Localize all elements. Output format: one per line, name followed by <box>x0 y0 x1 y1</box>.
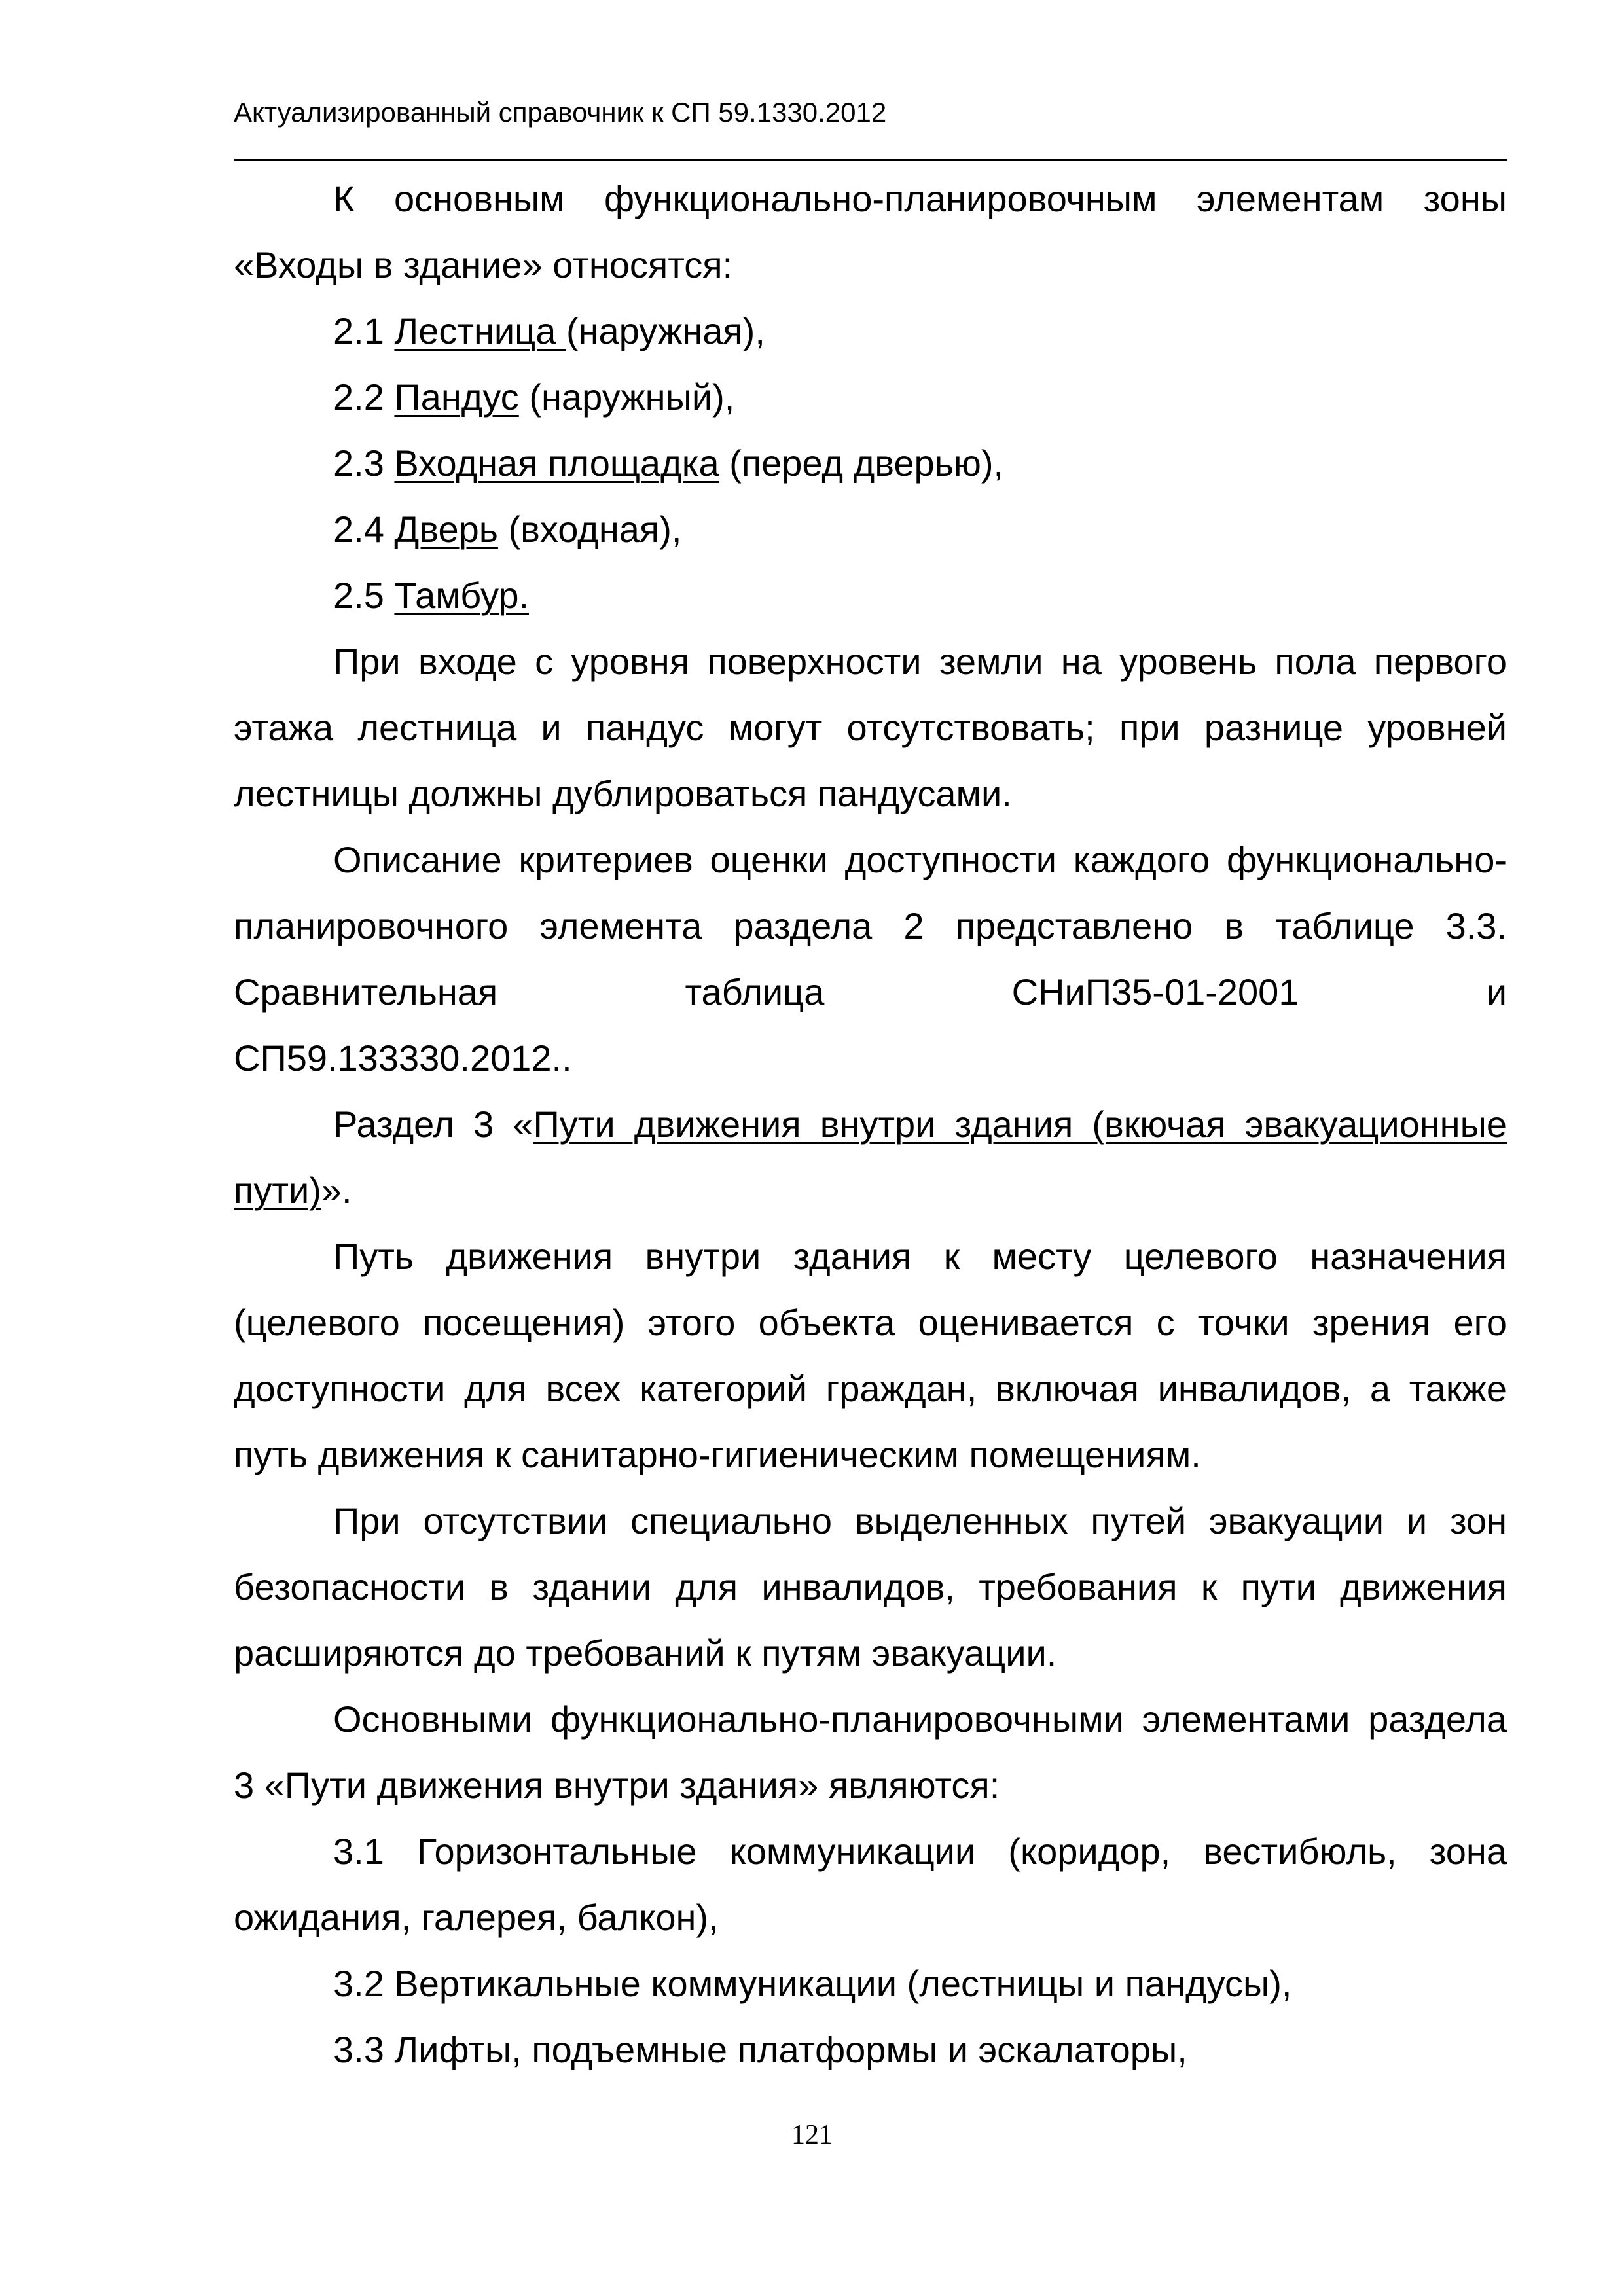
ground-level-paragraph: При входе с уровня поверхности земли на уровень пола первого этажа лестница и пандус могут отсутствовать; при разнице уровней лестницы должны дублироваться пандусами. <box>234 641 1507 814</box>
item-term: Дверь <box>394 509 498 550</box>
item-rest: (перед дверью), <box>719 442 1004 484</box>
item-number: 3.3 <box>333 2029 384 2070</box>
item-rest: (входная), <box>497 509 682 550</box>
list-item <box>234 496 1507 562</box>
item-term: Входная площадка <box>394 442 719 484</box>
page-number: 121 <box>791 2120 833 2150</box>
section-3-title: Пути движения внутри здания (вкючая эвакуационные пути) <box>234 1103 1507 1211</box>
page-body <box>234 166 1507 2083</box>
section-3-prefix: Раздел 3 « <box>333 1103 533 1145</box>
item-text: Лифты, подъемные платформы и эскалаторы, <box>394 2029 1187 2070</box>
item-term: Тамбур. <box>394 575 530 616</box>
section-3-heading <box>234 1091 1507 1223</box>
list-item <box>234 430 1507 496</box>
item-text: Вертикальные коммуникации (лестницы и пандусы), <box>394 1963 1292 2004</box>
item-term: Лестница <box>394 310 566 351</box>
list-item <box>234 1950 1507 2017</box>
list-item <box>234 562 1507 628</box>
path-paragraph: Путь движения внутри здания к месту целевого назначения (целевого посещения) этого объекта оценивается с точки зрения его доступности для всех категорий граждан, включая инвалидов, а также путь движения к санитарно-гигиеническим помещениям. <box>234 1236 1507 1475</box>
item-number: 2.1 <box>333 310 384 351</box>
item-text: Горизонтальные коммуникации (коридор, вестибюль, зона ожидания, галерея, балкон), <box>234 1831 1507 1938</box>
item-number: 2.3 <box>333 442 384 484</box>
list-item <box>234 298 1507 364</box>
list-item <box>234 364 1507 430</box>
criteria-paragraph: Описание критериев оценки доступности каждого функционально-планировочного элемента раздела 2 представлено в таблице 3.3. Сравнительная таблица СНиП35-01-2001 и <box>234 839 1507 1013</box>
item-term: Пандус <box>394 376 519 418</box>
evacuation-paragraph: При отсутствии специально выделенных путей эвакуации и зон безопасности в здании для инвалидов, требования к пути движения расширяются до требований к путям эвакуации. <box>234 1500 1507 1674</box>
list-item <box>234 2017 1507 2083</box>
item-rest: (наружная), <box>566 310 765 351</box>
item-number: 3.1 <box>333 1831 384 1872</box>
list-item <box>234 1818 1507 1950</box>
item-rest: (наружный), <box>518 376 735 418</box>
item-number: 2.4 <box>333 509 384 550</box>
running-header: Актуализированный справочник к СП 59.1330.2012 <box>234 97 887 128</box>
header-rule <box>234 159 1507 161</box>
criteria-paragraph-tail: СП59.133330.2012.. <box>234 1037 572 1079</box>
main-elements-paragraph: Основными функционально-планировочными элементами раздела 3 «Пути движения внутри здания» являются: <box>234 1698 1507 1806</box>
section-3-suffix: ». <box>321 1170 352 1211</box>
item-number: 2.5 <box>333 575 384 616</box>
intro-paragraph: К основным функционально-планировочным элементам зоны «Входы в здание» относятся: <box>234 178 1507 285</box>
item-number: 3.2 <box>333 1963 384 2004</box>
item-number: 2.2 <box>333 376 384 418</box>
